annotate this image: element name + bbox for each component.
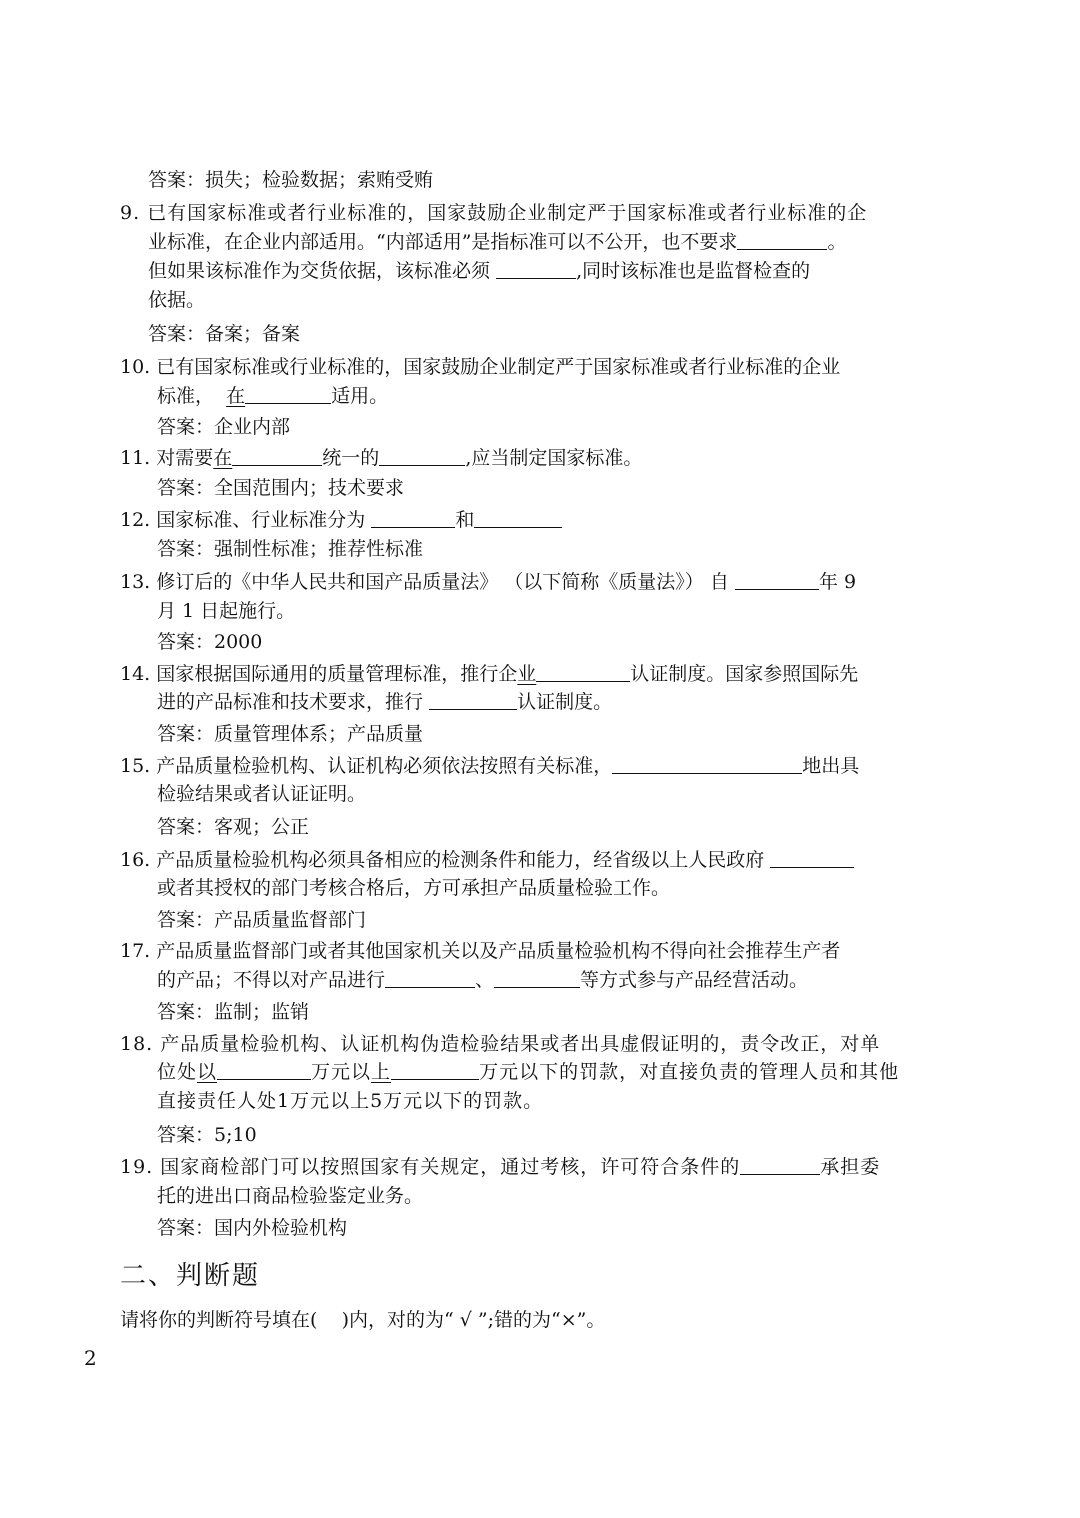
q19-number: 19. — [120, 1156, 154, 1178]
q15-line-2: 检验结果或者认证证明。 — [157, 783, 367, 805]
q13-line-1: 13. 修订后的《中华人民共和国产品质量法》 （以下简称《质量法》） 自 年 9 — [120, 568, 856, 596]
q19-line-2: 托的进出口商品检验鉴定业务。 — [157, 1185, 424, 1207]
q17-line-1: 17. 产品质量监督部门或者其他国家机关以及产品质量检验机构不得向社会推荐生产者 — [120, 937, 840, 965]
q16-number: 16. — [120, 849, 151, 871]
q17-number: 17. — [120, 940, 151, 962]
q10-line-2: 标准， 在 适用。 — [157, 385, 389, 407]
q8-answer: 答案：损失；检验数据；索贿受贿 — [148, 169, 434, 191]
q9-answer: 答案：备案；备案 — [148, 323, 301, 345]
q9-blank-2[interactable] — [496, 258, 576, 279]
q16-answer: 答案：产品质量监督部门 — [157, 909, 367, 931]
q10-answer: 答案：企业内部 — [157, 416, 291, 438]
q11-blank-2[interactable] — [379, 445, 465, 466]
q14-blank-2[interactable] — [429, 689, 517, 710]
q14-answer: 答案：质量管理体系；产品质量 — [157, 723, 424, 745]
q19-answer: 答案：国内外检验机构 — [157, 1217, 348, 1239]
q9-line-4: 依据。 — [148, 289, 206, 311]
q15-blank-1[interactable] — [612, 753, 802, 774]
q10-blank-1[interactable] — [245, 383, 331, 404]
q17-answer: 答案：监制；监销 — [157, 1001, 310, 1023]
q14-number: 14. — [120, 663, 151, 685]
q18-line-2: 位处以 万元以上 万元以下的罚款，对直接负责的管理人员和其他 — [157, 1061, 900, 1083]
q16-blank-1[interactable] — [770, 847, 854, 868]
q16-line-2: 或者其授权的部门考核合格后，方可承担产品质量检验工作。 — [157, 877, 671, 899]
section-title: 二、判断题 — [120, 1261, 261, 1291]
q10-number: 10. — [120, 356, 151, 378]
q15-number: 15. — [120, 755, 151, 777]
q9-line-3: 但如果该标准作为交货依据，该标准必须 ,同时该标准也是监督检查的 — [148, 260, 811, 282]
q11-answer: 答案：全国范围内；技术要求 — [157, 477, 405, 499]
q11-line-1: 11. 对需要在 统一的 ,应当制定国家标准。 — [120, 444, 642, 472]
q15-line-1: 15. 产品质量检验机构、认证机构必须依法按照有关标准， 地出具 — [120, 752, 859, 780]
q9-number: 9. — [120, 202, 141, 224]
q9-line-2: 业标准，在企业内部适用。“内部适用”是指标准可以不公开，也不要求 。 — [148, 231, 847, 253]
q12-blank-1[interactable] — [371, 507, 455, 528]
page-number: 2 — [84, 1346, 97, 1370]
q14-line-1: 14. 国家根据国际通用的质量管理标准，推行企业 认证制度。国家参照国际先 — [120, 660, 858, 688]
q18-number: 18. — [120, 1033, 154, 1055]
q11-blank-1[interactable] — [232, 445, 322, 466]
q18-line-1: 18. 产品质量检验机构、认证机构伪造检验结果或者出具虚假证明的，责令改正，对单 — [120, 1030, 880, 1058]
q12-number: 12. — [120, 509, 151, 531]
q13-number: 13. — [120, 571, 151, 593]
q19-line-1: 19. 国家商检部门可以按照国家有关规定，通过考核，许可符合条件的 承担委 — [120, 1153, 880, 1181]
q14-line-2: 进的产品标准和技术要求，推行 认证制度。 — [157, 691, 613, 713]
q10-line-1: 10. 已有国家标准或行业标准的，国家鼓励企业制定严于国家标准或者行业标准的企业 — [120, 353, 840, 381]
q11-number: 11. — [120, 447, 151, 469]
q18-answer: 答案：5;10 — [157, 1124, 257, 1146]
q19-blank-1[interactable] — [740, 1154, 820, 1175]
q12-blank-2[interactable] — [474, 507, 562, 528]
q18-line-3: 直接责任人处1万元以上5万元以下的罚款。 — [157, 1090, 544, 1112]
q17-blank-2[interactable] — [494, 967, 580, 988]
section-instruction: 请将你的判断符号填在( )内，对的为“ √ ”;错的为“×”。 — [120, 1309, 606, 1331]
q13-blank-1[interactable] — [735, 569, 819, 590]
q15-answer: 答案：客观；公正 — [157, 816, 310, 838]
q16-line-1: 16. 产品质量检验机构必须具备相应的检测条件和能力，经省级以上人民政府 — [120, 846, 854, 874]
q18-blank-1[interactable] — [217, 1059, 311, 1080]
q12-line-1: 12. 国家标准、行业标准分为 和 — [120, 506, 562, 534]
q17-blank-1[interactable] — [385, 967, 475, 988]
q14-blank-1[interactable] — [536, 661, 630, 682]
q9-line-1: 9. 已有国家标准或者行业标准的，国家鼓励企业制定严于国家标准或者行业标准的企 — [120, 199, 867, 227]
q17-line-2: 的产品；不得以对产品进行 、 等方式参与产品经营活动。 — [157, 969, 809, 991]
q9-blank-1[interactable] — [737, 229, 827, 250]
q13-answer: 答案：2000 — [157, 631, 263, 653]
q18-blank-2[interactable] — [391, 1059, 479, 1080]
q12-answer: 答案：强制性标准；推荐性标准 — [157, 538, 424, 560]
q13-line-2: 月 1 日起施行。 — [157, 600, 296, 622]
